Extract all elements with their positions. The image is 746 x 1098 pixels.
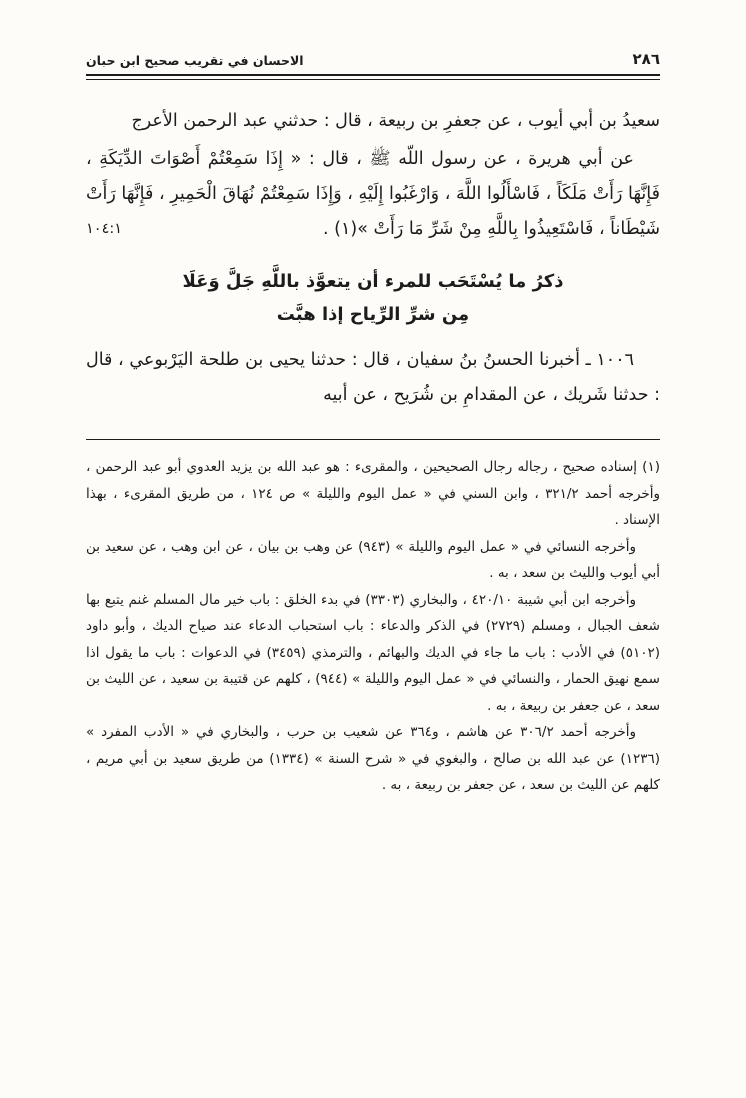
page-body xyxy=(86,104,660,413)
header-rule xyxy=(86,74,660,80)
hadith-reference: ١٠٤:١ xyxy=(86,221,123,237)
page-header xyxy=(86,50,660,74)
chapter-heading xyxy=(86,265,660,331)
footnote-paragraph-2: وأخرجه النسائي في « عمل اليوم والليلة » (٩٤٣) عن وهب بن بيان ، عن ابن وهب ، عن سعيد بن أبي أيوب والليث بن سعد ، به . xyxy=(86,538,660,581)
footnote-paragraph-3: وأخرجه ابن أبي شيبة ٤٢٠/١٠ ، والبخاري (٣٣٠٣) في بدء الخلق : باب خير مال المسلم غنم يتبع بها شعف الجبال ، ومسلم (٢٧٢٩) في الذكر والدعاء : باب استحباب الدعاء عند صياح الديك ، وأبو داود (٥١٠٢) في الأدب : باب ما جاء في الديك والبهائم ، والترمذي (٣٤٥٩) في الدعوات : باب ما يقول اذا سمع نهيق الحمار ، والنسائي في « عمل اليوم والليلة » (٩٤٤) ، كلهم عن قتيبة بن سعيد ، عن الليث بن سعد ، عن جعفر بن ربيعة ، به . xyxy=(86,591,660,714)
page-number: ٢٨٦ xyxy=(632,50,660,68)
footnote-paragraph-1: (١) إسناده صحيح ، رجاله رجال الصحيحين ، والمقرىء : هو عبد الله بن يزيد العدوي أبو عبد الرحمن ، وأخرجه أحمد ٣٢١/٢ ، وابن السني في « عمل اليوم والليلة » ص ١٢٤ ، من طريق المقرىء ، بهذا الإسناد . xyxy=(86,459,661,528)
isnad-paragraph: سعيدُ بن أبي أيوب ، عن جعفرِ بن ربيعة ، قال : حدثني عبد الرحمن الأعرج xyxy=(131,111,660,131)
footnotes xyxy=(86,454,660,799)
hadith-1006-paragraph: ١٠٠٦ ـ أخبرنا الحسنُ بنُ سفيان ، قال : حدثنا يحيى بن طلحة اليَرْبوعي ، قال : حدثنا شَريك ، عن المقدامِ بن شُرَيح ، عن أبيه xyxy=(86,350,660,405)
chapter-heading-line2: مِن شرِّ الرِّياح إذا هبَّت xyxy=(276,304,470,325)
footnote-paragraph-4: وأخرجه أحمد ٣٠٦/٢ عن هاشم ، و٣٦٤ عن شعيب بن حرب ، والبخاري في « الأدب المفرد » (١٢٣٦) عن عبد الله بن صالح ، والبغوي في « شرح السنة » (١٣٣٤) من طريق سعيد بن أبي مريم ، كلهم عن الليث بن سعد ، عن جعفر بن ربيعة ، به . xyxy=(86,724,660,793)
running-title: الاحسان في تقريب صحيح ابن حبان xyxy=(86,53,304,68)
hadith-text: عن أبي هريرة ، عن رسول اللّه ﷺ ، قال : « إِذَا سَمِعْتُمْ أَصْوَاتَ الدِّيَكَةِ ، فَإِنَّهَا رَأَتْ مَلَكَاً ، فَاسْأَلُوا اللَّهَ ، وَارْغَبُوا إِلَيْهِ ، وَإِذَا سَمِعْتُمْ نُهَاقَ الْحَمِيرِ ، فَإِنَّهَا رَأَتْ شَيْطَاناً ، فَاسْتَعِيذُوا بِاللَّهِ مِنْ شَرِّ مَا رَأَتْ »(١) . xyxy=(86,149,660,239)
hadith-paragraph xyxy=(86,142,660,247)
footnote-separator xyxy=(86,439,660,440)
chapter-heading-line1: ذكرُ ما يُسْتَحَب للمرء أن يتعوَّذ باللَّهِ جَلَّ وَعَلَا xyxy=(182,271,564,292)
